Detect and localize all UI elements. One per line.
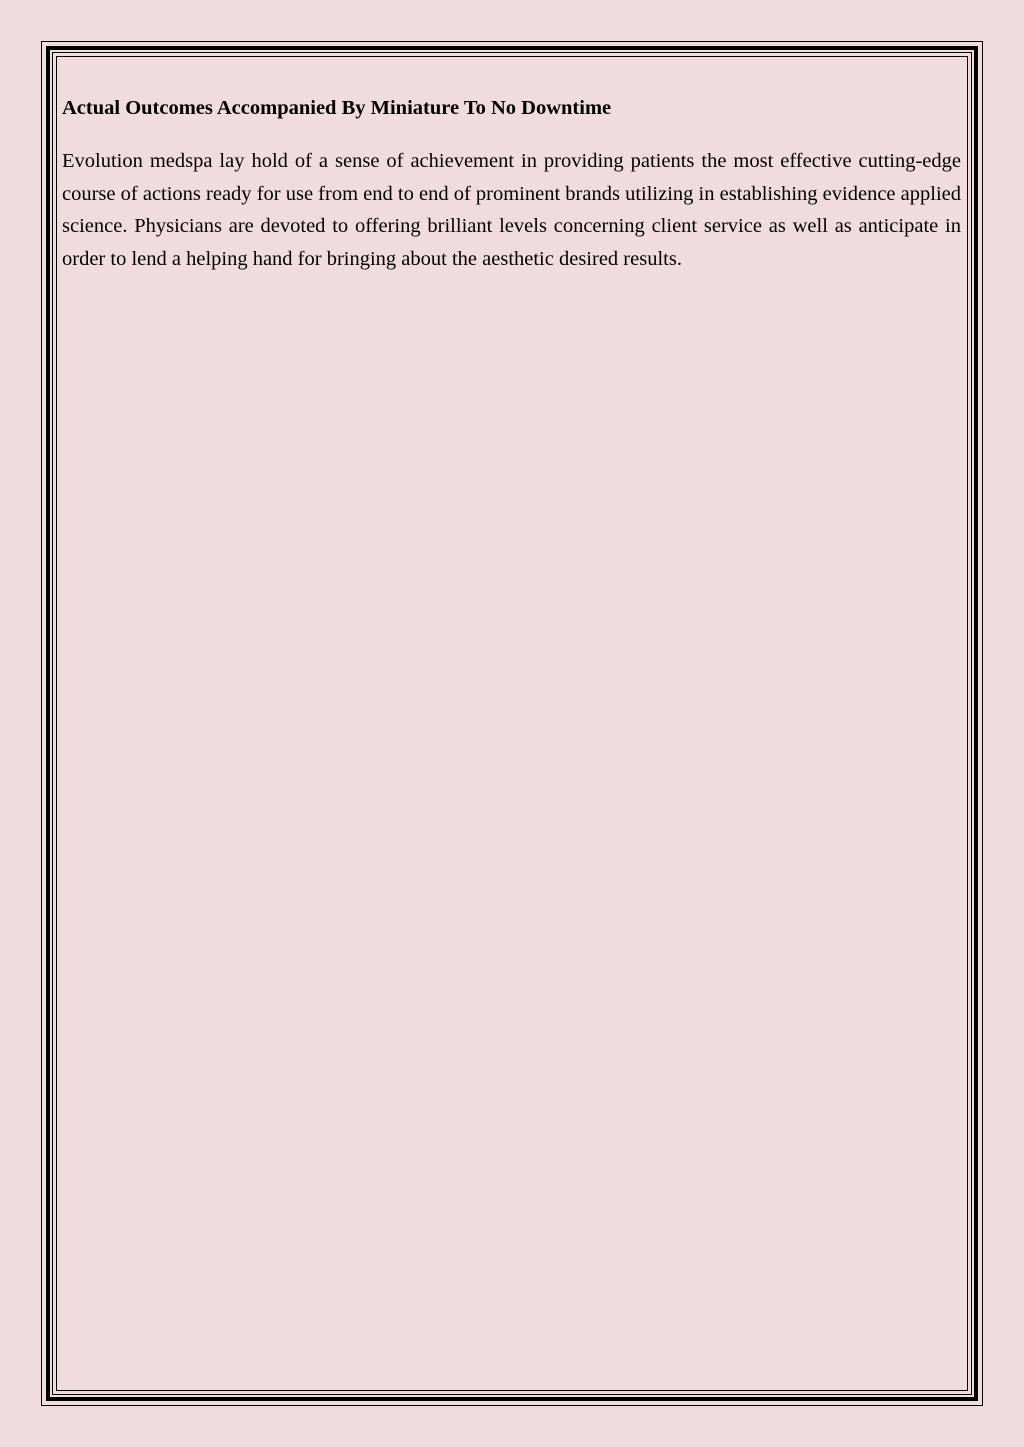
document-heading: Actual Outcomes Accompanied By Miniature To No Downtime <box>62 97 612 119</box>
document-content <box>62 93 961 275</box>
document-paragraph: Evolution medspa lay hold of a sense of achievement in providing patients the most effective cutting-edge course of actions ready for use from end to end of prominent brands utilizing in establishing evidence applied science. Physicians are devoted to offering brilliant levels concerning client service as well as anticipate in order to lend a helping hand for bringing about the aesthetic desired results. <box>62 150 961 270</box>
